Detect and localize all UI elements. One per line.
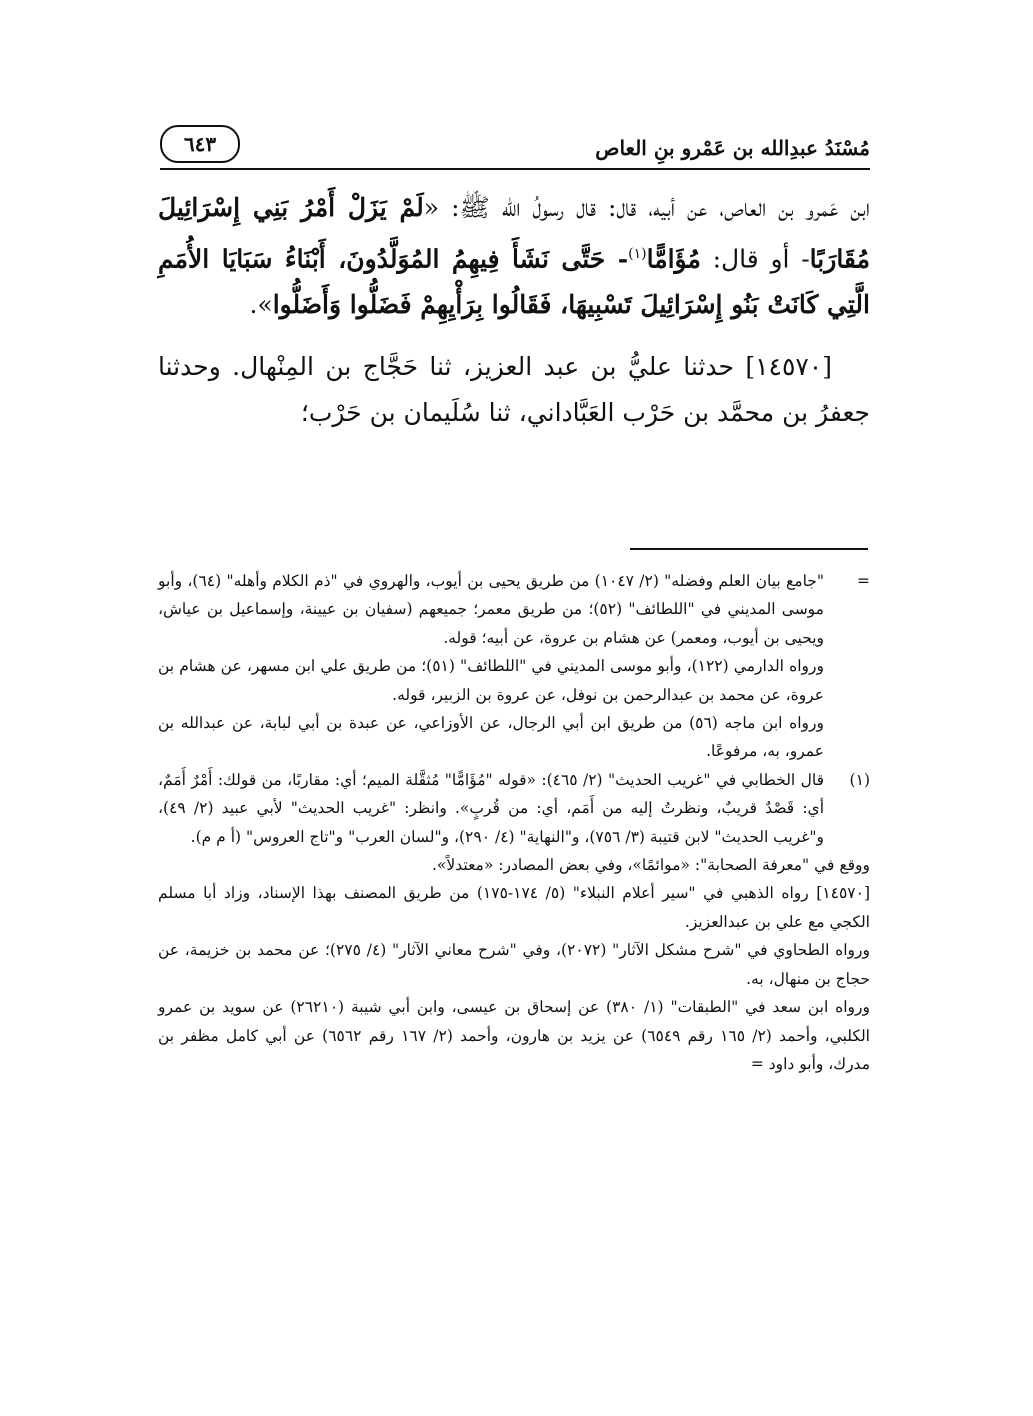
footnote-paragraph: ورواه الطحاوي في "شرح مشكل الآثار" (٢٠٧٢)، وفي "شرح معاني الآثار" (٤/ ٢٧٥)؛ عن محمد بن خزيمة، عن حجاج بن منهال، به.: [158, 941, 870, 988]
matn-part-2: - حَتَّى نَشَأَ فِيهِمُ المُوَلَّدُونَ، أَبْنَاءُ سَبَايَا الأُمَمِ الَّتِي كَانَتْ بَنُو إِسْرَائِيلَ تَسْبِيهَا، فَقَالُوا بِرَأْيِهِمْ فَضَلُّوا وَأَضَلُّوا: [158, 244, 870, 320]
page-header: [160, 118, 870, 170]
main-text: [158, 185, 870, 436]
matn-part-1: لَمْ يَزَلْ أَمْرُ بَنِي إِسْرَائِيلَ مُقَارَبًا: [158, 193, 870, 274]
header-rule: [160, 168, 870, 170]
narrator-doubt: - أو قال:: [700, 244, 810, 274]
footnote-1: [158, 766, 870, 880]
footnote-separator: [630, 548, 868, 550]
quote-close: ».: [249, 290, 273, 320]
footnote-paragraph: ورواه الدارمي (١٢٢)، وأبو موسى المديني في "اللطائف" (٥١)؛ من طريق علي ابن مسهر، عن هشام بن عروة، عن محمد بن عبدالرحمن بن نوفل، عن عروة بن الزبير، قوله.: [158, 657, 824, 704]
footnote-paragraph: ووقع في "معرفة الصحابة": «موائمًا»، وفي بعض المصادر: «معتدلاً».: [432, 856, 870, 875]
footnote-1-number: (١): [849, 770, 870, 789]
footnote-paragraph: [١٤٥٧٠] رواه الذهبي في "سير أعلام النبلاء" (٥/ ١٧٤-١٧٥) من طريق المصنف بهذا الإسناد، وزاد أبا مسلم الكجي مع علي بن عبدالعزيز.: [158, 884, 870, 931]
footnote-paragraph: ورواه ابن ماجه (٥٦) من طريق ابن أبي الرجال، عن الأوزاعي، عن عبدة بن أبي لبابة، عن عبدالله بن عمرو، به، مرفوعًا.: [158, 714, 824, 761]
footnote-paragraph: قال الخطابي في "غريب الحديث" (٢/ ٤٦٥): «قوله "مُؤَامًّا" مُثقَّلة الميم؛ أي: مقاربًا، من قولك: أَمْرٌ أَمَمٌ، أي: قَصْدٌ قريبٌ، ونظرتُ إليه من أَمَم، أي: من قُربٍ». وانظر: "غريب الحديث" لأبي عبيد (٢/ ٤٩)، و"غريب الحديث" لابن قتيبة (٣/ ٧٥٦)، و"النهاية" (٤/ ٢٩٠)، و"لسان العرب" و"تاج العروس" (أ م م).: [158, 770, 824, 846]
footnotes: [158, 567, 870, 1078]
footnote-ref-1[interactable]: (١): [628, 246, 647, 262]
matn-variant-word: مُؤَامًّا: [646, 244, 701, 274]
footnote-paragraph: "جامع بيان العلم وفضله" (٢/ ١٠٤٧) من طريق يحيى بن أيوب، والهروي في "ذم الكلام وأهله" (٦٤)، وأبو موسى المديني في "اللطائف" (٥٢)؛ من طريق معمر؛ جميعهم (سفيان بن عيينة، وإسماعيل بن عياش، ويحيى بن أيوب، ومعمر) عن هشام بن عروة، عن أبيه؛ قوله.: [158, 572, 825, 647]
footnote-14570: [158, 879, 870, 1078]
hadith-text: [158, 185, 870, 328]
narration-chain-end: ابن عَمرو بن العاص، عن أبيه، قال: قال رسولُ الله ﷺ: «: [423, 193, 870, 222]
page-number-badge: ٦٤٣: [160, 125, 240, 163]
continuation-mark: =: [857, 572, 870, 590]
hadith-14570-isnad: [١٤٥٧٠] حدثنا عليُّ بن عبد العزيز، ثنا حَجَّاج بن المِنْهال. وحدثنا جعفرُ بن محمَّد بن حَرْب العَبَّاداني، ثنا سُلَيمان بن حَرْب؛: [158, 352, 870, 428]
footnote-paragraph: ورواه ابن سعد في "الطبقات" (١/ ٣٨٠) عن إسحاق بن عيسى، وابن أبي شيبة (٢٦٢١٠) عن سويد بن عمرو الكلبي، وأحمد (٢/ ١٦٥ رقم ٦٥٤٩) عن يزيد بن هارون، وأحمد (٢/ ١٦٧ رقم ٦٥٦٢) عن أبي كامل مظفر بن مدرك، وأبو داود =: [158, 998, 871, 1073]
footnote-continued: [158, 567, 870, 766]
running-title: مُسْنَدُ عبدِالله بن عَمْرو بنِ العاص: [595, 136, 870, 160]
